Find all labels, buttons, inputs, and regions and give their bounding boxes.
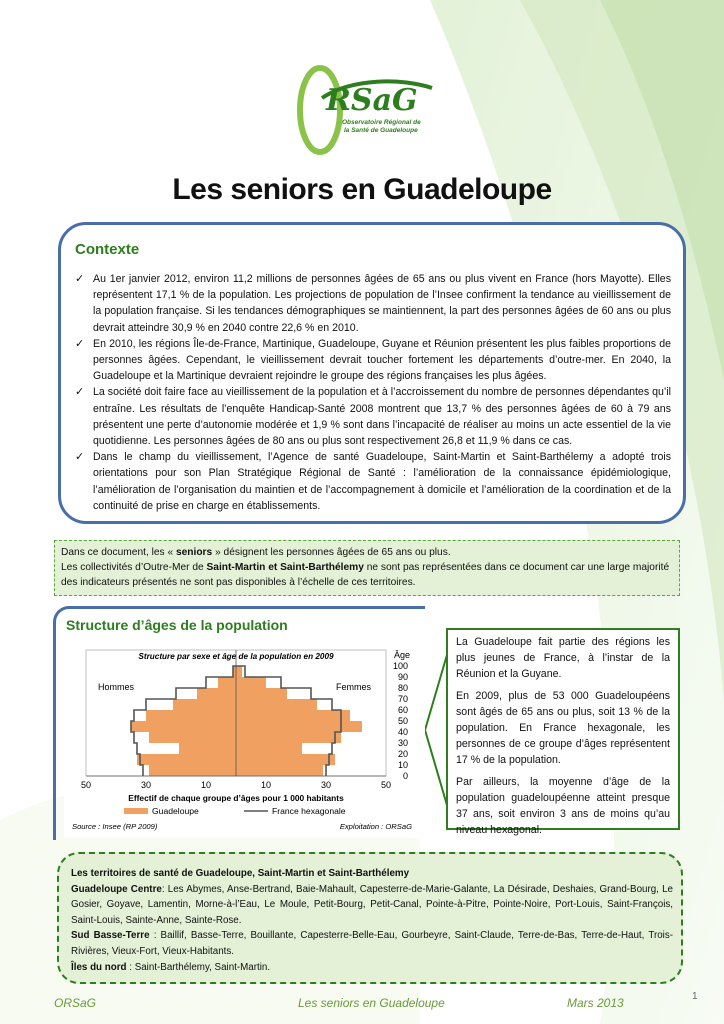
x-tick-label: 10 — [260, 780, 272, 790]
territoire-nord: Îles du nord : Saint-Barthélemy, Saint-Martin. — [71, 961, 271, 973]
check-icon: ✓ — [75, 337, 85, 350]
territoire-centre: Guadeloupe Centre: Les Abymes, Anse-Bertrand, Baie-Mahault, Capesterre-de-Marie-Galante, La Désirade, Deshaies, Grand-Bourg, Le Gosier, Goyave, Lamentin, Morne-à-l’Eau, Le Moule, Petit-Bourg, Petit-Canal, Pointe-à-Pitre, Pointe-Noire, Port-Louis, Saint-François, Saint-Louis, Sainte-Anne, Sainte-Rose. — [71, 883, 673, 926]
logo-text: RSaG — [326, 83, 418, 118]
bar-men — [218, 677, 236, 688]
note-line-2: Les collectivités d’Outre-Mer de Saint-Martin et Saint-Barthélemy ne sont pas représentées dans ce document car une large majorité des indicateurs présentés ne sont pas disponibles à l’échelle de ces territoires. — [61, 562, 670, 588]
bar-women — [236, 721, 362, 732]
legend-swatch-guadeloupe — [124, 808, 148, 814]
bar-women — [236, 743, 302, 754]
note-line-1: Dans ce document, les « seniors » désignent les personnes âgées de 65 ans ou plus. — [61, 547, 451, 558]
y-tick-label: 0 — [402, 771, 408, 781]
x-tick-label: 50 — [380, 780, 392, 790]
y-tick-label: 90 — [397, 672, 408, 682]
bar-men — [179, 743, 236, 754]
footer-center: Les seniors en Guadeloupe — [298, 996, 445, 1010]
bar-men — [149, 765, 236, 776]
bar-men — [137, 754, 236, 765]
territoires-title: Les territoires de santé de Guadeloupe, Saint-Martin et Saint-Barthélemy — [71, 868, 410, 879]
x-tick-label: 30 — [140, 780, 152, 790]
y-tick-label: 60 — [397, 705, 408, 715]
y-tick-label: 40 — [397, 727, 408, 737]
list-item: ✓ La société doit faire face au vieillissement de la population et à l’accroissement du nombre de personnes dépendantes qu’il entraîne. Les résultats de l’enquête Handicap-Santé 2008 montrent que 13,7 % des personnes âgées de 60 à 79 ans présentent une perte d’autonomie modérée et 1,9 % sont dans l’incapacité de réaliser au moins un acte essentiel de la vie quotidienne. Les personnes âgées de 80 ans ou plus sont respectivement 26,8 et 11,9 % dans ce cas. — [75, 386, 671, 448]
bar-men — [173, 699, 236, 710]
y-axis-label: Âge — [394, 650, 411, 660]
page-title: Les seniors en Guadeloupe — [172, 173, 552, 206]
bar-women — [236, 677, 266, 688]
territoire-sud: Sud Basse-Terre : Baillif, Basse-Terre, Bouillante, Capesterre-Belle-Eau, Gourbeyre, Saint-Claude, Terre-de-Bas, Terre-de-Haut, Trois-Rivières, Vieux-Fort, Vieux-Habitants. — [71, 930, 674, 957]
list-item: ✓ Au 1er janvier 2012, environ 11,2 millions de personnes âgées de 65 ans ou plus vivent en France (hors Mayotte). Elles représentent 17,1 % de la population. Les projections de population de l’Insee confirment la tendance au vieillissement de la population française. Si les tendances démographiques se maintiennent, la part des personnes âgées de 60 ans ou plus devrait atteindre 30,9 % en 2040 contre 22,6 % en 2010. — [75, 273, 671, 334]
structure-title: Structure d’âges de la population — [66, 617, 288, 633]
bar-women — [236, 688, 287, 699]
bar-men — [149, 732, 236, 743]
territoires-section — [57, 852, 683, 984]
x-tick-label: 30 — [320, 780, 332, 790]
legend-label-france: France hexagonale — [272, 806, 346, 816]
y-tick-label: 30 — [397, 738, 408, 748]
bar-women — [236, 699, 317, 710]
check-icon: ✓ — [75, 386, 85, 399]
bar-men — [131, 721, 236, 732]
y-tick-label: 50 — [397, 716, 408, 726]
bar-women — [236, 732, 341, 743]
info-paragraph-1: La Guadeloupe fait partie des régions les plus jeunes de France, à l’instar de la Réunion et la Guyane. — [456, 636, 670, 680]
y-tick-label: 70 — [397, 694, 408, 704]
info-panel — [446, 628, 680, 836]
footer-left: ORSaG — [54, 996, 97, 1010]
bar-men — [197, 688, 236, 699]
y-tick-label: 10 — [397, 760, 408, 770]
chart-source: Source : Insee (RP 2009) — [72, 822, 158, 831]
bar-women — [236, 754, 335, 765]
x-tick-label: 10 — [200, 780, 212, 790]
info-paragraph-2: En 2009, plus de 53 000 Guadeloupéens sont âgés de 65 ans ou plus, soit 13 % de la population. En France hexagonale, les personnes de ce groupe d’âges représentent 17 % de la population. — [456, 690, 670, 766]
chart-credit: Exploitation : ORSaG — [339, 822, 412, 831]
y-tick-label: 80 — [397, 683, 408, 693]
right-side-label: Femmes — [336, 682, 372, 692]
orsag-logo — [282, 58, 442, 158]
x-axis-label: Effectif de chaque groupe d’âges pour 1 000 habitants — [128, 793, 344, 803]
bar-women — [236, 765, 323, 776]
y-tick-label: 100 — [392, 661, 408, 671]
y-tick-label: 20 — [397, 749, 408, 759]
legend-label-guadeloupe: Guadeloupe — [152, 806, 199, 816]
list-item: ✓ Dans le champ du vieillissement, l’Agence de santé Guadeloupe, Saint-Martin et Saint-Barthélemy a adopté trois orientations pour son Plan Stratégique Régional de Santé : l’amélioration de la connaissance épidémiologique, l’amélioration de l’organisation du maintien et de l’accompagnement à domicile et l’amélioration de la coordination et de la continuité de prise en charge en établissements. — [75, 451, 671, 512]
age-pyramid-svg — [64, 640, 419, 838]
bar-women — [236, 666, 242, 677]
logo-subtitle-2: la Santé de Guadeloupe — [344, 127, 418, 134]
logo-subtitle-1: Observatoire Régional de — [342, 119, 421, 126]
page-number: 1 — [692, 991, 698, 1002]
bar-women — [236, 710, 350, 721]
info-paragraph-3: Par ailleurs, la moyenne d’âge de la population guadeloupéenne atteint presque 37 ans, soit environ 3 ans de moins qu’au niveau hexagonal. — [456, 776, 670, 836]
footer-right: Mars 2013 — [567, 996, 624, 1010]
x-tick-label: 50 — [80, 780, 92, 790]
contexte-list — [75, 271, 671, 514]
list-item: ✓ En 2010, les régions Île-de-France, Martinique, Guadeloupe, Guyane et Réunion présentent les plus faibles proportions de personnes âgées. Cependant, le vieillissement devrait toucher fortement les départements d’outre-mer. En 2040, la Guadeloupe et la Martinique devraient rejoindre le groupe des régions françaises les plus âgées. — [75, 337, 671, 383]
contexte-section — [58, 222, 686, 524]
contexte-title: Contexte — [75, 241, 140, 258]
chart-title: Structure par sexe et âge de la population en 2009 — [138, 652, 334, 661]
definition-note — [54, 540, 680, 596]
bar-men — [146, 710, 236, 721]
left-side-label: Hommes — [98, 682, 135, 692]
check-icon: ✓ — [75, 451, 85, 464]
check-icon: ✓ — [75, 273, 85, 285]
age-pyramid-chart — [64, 640, 419, 838]
